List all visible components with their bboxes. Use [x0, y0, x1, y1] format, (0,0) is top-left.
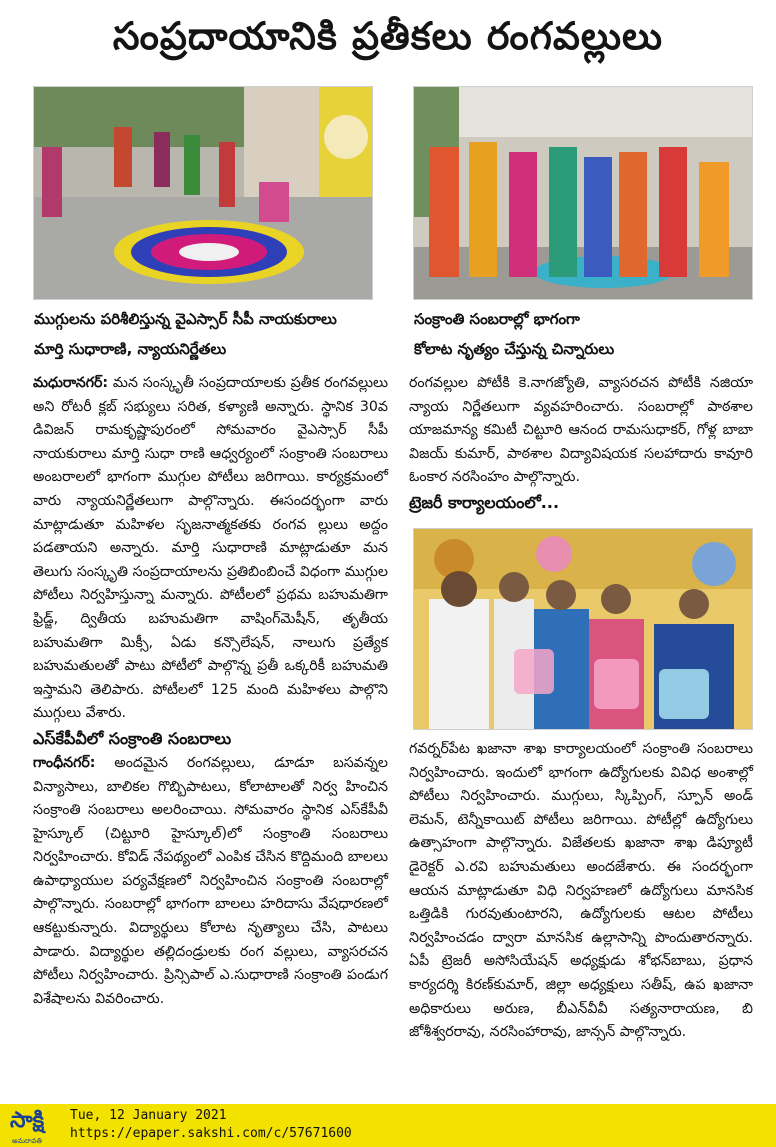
subhead-treasury: ట్రెజరీ కార్యాలయంలో...: [409, 492, 560, 512]
dateline-gandhinagar: గాంధీనగర్:: [33, 754, 96, 771]
article-paragraph-1: మధురానగర్: మన సంస్కృతీ సంప్రదాయాలకు ప్రతీక రంగవల్లులు అని రోటరీ క్లబ్ సభ్యులు సరిత, కళ్యాణి అన్నారు. స్థానిక 30వ డివిజన్ రామకృష్ణాపురంలో సోమవారం వైఎస్సార్ సీపీ నాయకురాలు మార్తి సుధా రాణి ఆధ్వర్యంలో సంక్రాంతి సంబరాలు అంబరాలలో భాగంగా ముగ్గుల పోటీలు జరిగాయి. కార్యక్రమంలో వారు న్యాయనిర్ణేతలుగా పాల్గొన్నారు. ఈసందర్భంగా వారు మాట్లాడుతూ మహిళల సృజనాత్మకతకు రంగవ ల్లులు అద్దం పడతాయని అన్నారు. మార్తి సుధారాణి మాట్లాడుతూ మన తెలుగు సంస్కృతి సంప్రదాయాలను ప్రతిబింబించే విధంగా ముగ్గుల పోటీలు నిర్వహిస్తున్నా మన్నారు. పోటీలలో ప్రథమ బహుమతిగా ఫ్రిడ్జ్, ద్వితీయ బహుమతిగా వాషింగ్‌మెషీన్, తృతీయ బహుమతిగా మిక్సీ, ఏడు కన్సొలేషన్, నాలుగు ప్రత్యేక బహుమతులతో పాటు పోటీలో పాల్గొన్న ప్రతీ ఒక్కరికీ బహుమతి ఇస్తామని తెలిపారు. పోటీలలో 125 మంది మహిళలు పాల్గొని ముగ్గులు వేశారు.: [33, 375, 388, 722]
left-column: [33, 372, 388, 1100]
article-paragraph-4: గవర్నర్‌పేట ఖజానా శాఖ కార్యాలయంలో సంక్రాంతి సంబరాలు నిర్వహించారు. ఇందులో భాగంగా ఉద్యోగులకు వివిధ అంశాల్లో పోటీలు నిర్వహించారు. ముగ్గులు, స్కిప్పింగ్, స్పూన్ అండ్ లెమన్, టెన్నీకాయిట్ పోటీలు జరిగాయి. పోటీల్లో ఉద్యోగులు ఉత్సాహంగా పాల్గొన్నారు. విజేతలకు ఖజానా శాఖ డిప్యూటీ డైరెక్టర్ ఎ.రవి బహుమతులు అందజేశారు. ఈ సందర్భంగా ఆయన మాట్లాడుతూ విధి నిర్వహణలో ఉద్యోగులు మానసిక ఒత్తిడికి గురవుతుంటారని, ఉద్యోగులకు ఆటల పోటీలు నిర్వహించడం ద్వారా మానసిక ఉల్లాసాన్ని పొందుతారన్నారు. ఏపీ ట్రెజరీ అసోసియేషన్ అధ్యక్షుడు శోభన్‌బాబు, ప్రధాన కార్యదర్శి కిరణ్‌కుమార్, జిల్లా అధ్యక్షులు సతీష్, ఉప ఖజానా అధికారులు అరుణ, బీఎన్‌వీవీ సత్యనారాయణ, బి జోశీశ్వరరావు, నరసింహారావు, జాన్సన్ పాల్గొన్నారు.: [409, 741, 753, 1041]
photo-rangoli-inspection: [33, 86, 373, 300]
photo-kolatam-dance: [413, 86, 753, 300]
caption-left: [34, 304, 384, 364]
caption-left-line2: మార్తి సుధారాణి, న్యాయనిర్ణేతలు: [34, 340, 227, 358]
caption-right-line1: సంక్రాంతి సంబరాల్లో భాగంగా: [414, 310, 580, 328]
right-column-top: [409, 372, 753, 520]
dateline-madhuranagar: మధురానగర్:: [33, 375, 109, 391]
headline: సంప్రదాయానికి ప్రతీకలు రంగవల్లులు: [112, 14, 664, 58]
right-column-bottom: [409, 738, 753, 1100]
caption-right-line2: కోలాట నృత్యం చేస్తున్న చిన్నారులు: [414, 340, 615, 358]
footer-bar: [0, 1104, 776, 1147]
sakshi-logo: సాక్షి అమరావతి: [10, 1108, 45, 1145]
article-paragraph-3: రంగవల్లుల పోటీకి కె.నాగజ్యోతి, వ్యాసరచన పోటీకి నజియా న్యాయ నిర్ణేతలుగా వ్యవహరించారు. సంబరాల్లో పాఠశాల యాజమాన్య కమిటీ చిట్టూరి ఆనంద రామసుధాకర్, గోళ్ల బాబా విజయ్ కుమార్, పాఠశాల విద్యావిషయక సలహాదారు కావూరి ఓంకార నరసింహం పాల్గొన్నారు.: [409, 375, 753, 486]
photo-treasury-office: [413, 528, 753, 730]
subhead-skpv: ఎస్‌కేపీవీలో సంక్రాంతి సంబరాలు: [33, 728, 232, 748]
footer-url[interactable]: https://epaper.sakshi.com/c/57671600: [70, 1126, 352, 1141]
caption-right: [414, 304, 754, 364]
footer-date: Tue, 12 January 2021: [70, 1108, 227, 1123]
caption-left-line1: ముగ్గులను పరిశీలిస్తున్న వైఎస్సార్ సీపీ నాయకురాలు: [34, 310, 337, 328]
article-paragraph-2: గాంధీనగర్: అందమైన రంగవల్లులు, డూడూ బసవన్నల విన్యాసాలు, బాలికల గొబ్బిపాటలు, కోలాటాలతో నిర్వ హించిన సంక్రాంతి సంబరాలు అలరించాయి. సోమవారం స్థానిక ఎస్‌కేపీవీ హైస్కూల్ (చిట్టూరి హైస్కూల్)లో సంక్రాంతి సంబరాలు నిర్వహించారు. కోవిడ్ నేపథ్యంలో ఎంపిక చేసిన కొద్దిమంది బాలలు ఉపాధ్యాయుల పర్యవేక్షణలో నిర్వహించిన సంక్రాంతి సంబరాల్లో పాల్గొన్నారు. సంబరాల్లో భాగంగా బాలలు హరిదాసు వేషధారణలో ఆకట్టుకున్నారు. విద్యార్థులు కోలాట నృత్యాలు చేసి, పాటలు పాడారు. విద్యార్థుల తల్లిదండ్రులకు రంగ వల్లులు, వ్యాసరచన పోటీలు నిర్వహించారు. ప్రిన్సిపాల్ ఎ.సుధారాణి సంక్రాంతి పండుగ విశేషాలను వివరించారు.: [33, 754, 388, 1007]
